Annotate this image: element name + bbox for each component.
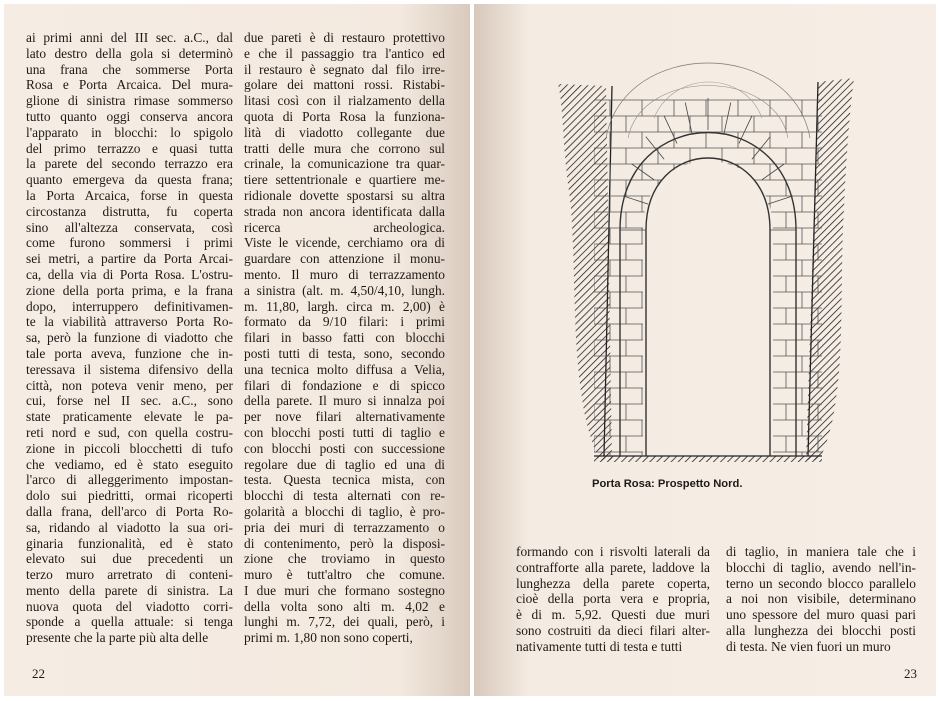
text-line: strada non ancora identificata dalla: [244, 203, 445, 219]
text-line: ca, della via di Porta Rosa. L'ostru-: [26, 266, 233, 282]
text-line: teressava il sistema difensivo della: [26, 361, 233, 377]
text-line: tutto quanto oggi conserva ancora: [26, 108, 233, 124]
text-line: sono costruiti da dieci filari alter-: [516, 622, 710, 638]
text-line: città, non poteva venir meno, per: [26, 377, 233, 393]
text-line: sa, però la funzione di viadotto che: [26, 330, 233, 346]
text-line: I due muri che formano sostegno: [244, 582, 445, 598]
text-line: Rosa e Porta Arcaica. Del mura-: [26, 77, 233, 93]
text-line: cioè della porta vera e propria,: [516, 591, 710, 607]
text-line: il restauro è segnato dal filo irre-: [244, 61, 445, 77]
text-line: della volta sono alti m. 4,02 e: [244, 598, 445, 614]
text-line: e che il passaggio tra l'antico ed: [244, 45, 445, 61]
text-line: una tecnica molto diffusa a Velia,: [244, 361, 445, 377]
text-line: contrafforte alla parete, laddove la: [516, 559, 710, 575]
text-line: della parete. Il muro si innalza poi: [244, 393, 445, 409]
right-column-1: [516, 544, 710, 655]
text-line: alla lunghezza dei blocchi posti: [726, 622, 916, 638]
text-line: del primo terrazzo e quasi tutta: [26, 140, 233, 156]
text-line: lità di viadotto collegante due: [244, 124, 445, 140]
text-line: tale porta aveva, funzione che in-: [26, 345, 233, 361]
text-line: lato destro della gola si determinò: [26, 45, 233, 61]
text-line: zione in piccoli blocchetti di tufo: [26, 440, 233, 456]
text-line: presente che la parte più alta delle: [26, 630, 209, 646]
text-line: sponde a quella attuale: si tenga: [26, 614, 233, 630]
text-line: sino all'altezza conservata, così: [26, 219, 233, 235]
text-line: mento. Il muro di terrazzamento: [244, 266, 445, 282]
text-line: la parete del secondo terrazzo era: [26, 156, 233, 172]
text-line: filari di fondazione e di spicco: [244, 377, 445, 393]
text-line: uno spessore del muro quasi pari: [726, 607, 916, 623]
text-line: di testa. Ne vien fuori un muro: [726, 638, 891, 654]
text-line: elevato sui due precedenti un: [26, 551, 233, 567]
text-line: testa. Questa tecnica mista, con: [244, 472, 445, 488]
text-line: guardare con attenzione il monu-: [244, 251, 445, 267]
text-line: con blocchi posti tutti di taglio e: [244, 424, 445, 440]
text-line: di taglio, in maniera tale che i: [726, 544, 916, 559]
text-line: litasi così con il rialzamento della: [244, 93, 445, 109]
figure-caption: Porta Rosa: Prospetto Nord.: [592, 478, 743, 490]
text-line: mento della parete di sinistra. La: [26, 582, 233, 598]
text-line: una frana che sommerse Porta: [26, 61, 233, 77]
text-line: circostanza distrutta, fu coperta: [26, 203, 233, 219]
text-line: ai primi anni del III sec. a.C., dal: [26, 30, 233, 45]
text-line: blocchi di testa alternati con re-: [244, 488, 445, 504]
text-line: la Porta Arcaica, forse in questa: [26, 187, 233, 203]
text-line: tratti delle mura che corrono sul: [244, 140, 445, 156]
text-line: m. 11,80, largh. circa m. 2,00) è: [244, 298, 445, 314]
left-column-1: [26, 30, 233, 646]
text-line: lunghi m. 7,72, dei quali, però, i: [244, 614, 445, 630]
text-line: a sinistra (alt. m. 4,50/4,10, lungh.: [244, 282, 445, 298]
text-line: dolo sui piedritti, ormai ricoperti: [26, 488, 233, 504]
text-line: blocchi di taglio, avendo nell'in-: [726, 559, 916, 575]
text-line: dalla frana, dell'arco di Porta Ro-: [26, 503, 233, 519]
text-line: ridionale dovette spostarsi su altra: [244, 187, 445, 203]
text-line: filari in basso fatti con blocchi: [244, 330, 445, 346]
text-line: sei metri, a partire da Porta Arcai-: [26, 251, 233, 267]
text-line: come furono sommersi i primi: [26, 235, 233, 251]
text-line: terno un secondo blocco parallelo: [726, 575, 916, 591]
text-line: nuova quota del viadotto corri-: [26, 598, 233, 614]
text-line: che vediamo, ed è stato eseguito: [26, 456, 233, 472]
text-line: muro è tutt'altro che comune.: [244, 567, 445, 583]
left-column-2: [244, 30, 445, 646]
text-line: nativamente tutti di testa e tutti: [516, 638, 683, 654]
text-line: con blocchi posti con successione: [244, 440, 445, 456]
text-line: reti nord e sud, con quella costru-: [26, 424, 233, 440]
text-line: l'apparato in blocchi: lo spigolo: [26, 124, 233, 140]
text-line: ginaria funzionalità, ed è stato: [26, 535, 233, 551]
text-line: golare dei mattoni rossi. Ristabi-: [244, 77, 445, 93]
text-line: tiere settentrionale e quartiere me-: [244, 172, 445, 188]
text-line: formato da 9/10 filari: i primi: [244, 314, 445, 330]
text-line: a noi non visibile, determinano: [726, 591, 916, 607]
page-number-left: 22: [32, 666, 45, 681]
text-line: te la viabilità attraverso Porta Ro-: [26, 314, 233, 330]
text-line: Viste le vicende, cerchiamo ora di: [244, 235, 445, 251]
text-line: ricerca archeologica.: [244, 219, 445, 235]
text-line: per nove filari alternativamente: [244, 409, 445, 425]
right-column-2: [726, 544, 916, 655]
text-line: glione di sinistra rimase sommerso: [26, 93, 233, 109]
text-line: formando con i risvolti laterali da: [516, 544, 710, 559]
text-line: quanto emergeva da questa frana;: [26, 172, 233, 188]
text-line: state praticamente elevate le pa-: [26, 409, 233, 425]
text-line: è di m. 5,92. Questi due muri: [516, 607, 710, 623]
text-line: l'arco di alleggerimento impostan-: [26, 472, 233, 488]
text-line: zione della porta prima, e la frana: [26, 282, 233, 298]
text-line: due pareti è di restauro protettivo: [244, 30, 445, 45]
text-line: quota di Porta Rosa la funziona-: [244, 108, 445, 124]
text-line: zione che troviamo in questo: [244, 551, 445, 567]
text-line: lunghezza della parete coperta,: [516, 575, 710, 591]
text-line: dopo, interruppero definitivamen-: [26, 298, 233, 314]
porta-rosa-elevation-drawing: [554, 48, 874, 468]
left-page: [4, 4, 470, 696]
text-line: crinale, la comunicazione tra quar-: [244, 156, 445, 172]
text-line: golarità a blocchi di taglio, è pro-: [244, 503, 445, 519]
text-line: sa, ridando al viadotto la sua ori-: [26, 519, 233, 535]
page-number-right: 23: [904, 666, 917, 681]
text-line: pria dei muri di terrazzamento o: [244, 519, 445, 535]
text-line: terzo muro arretrato di conteni-: [26, 567, 233, 583]
text-line: cui, forse nel II sec. a.C., sono: [26, 393, 233, 409]
text-line: regolare due di taglio ed una di: [244, 456, 445, 472]
right-page: [474, 4, 936, 696]
text-line: primi m. 1,80 non sono coperti,: [244, 630, 413, 646]
text-line: di contenimento, però la disposi-: [244, 535, 445, 551]
text-line: posti tutti di testa, sono, secondo: [244, 345, 445, 361]
